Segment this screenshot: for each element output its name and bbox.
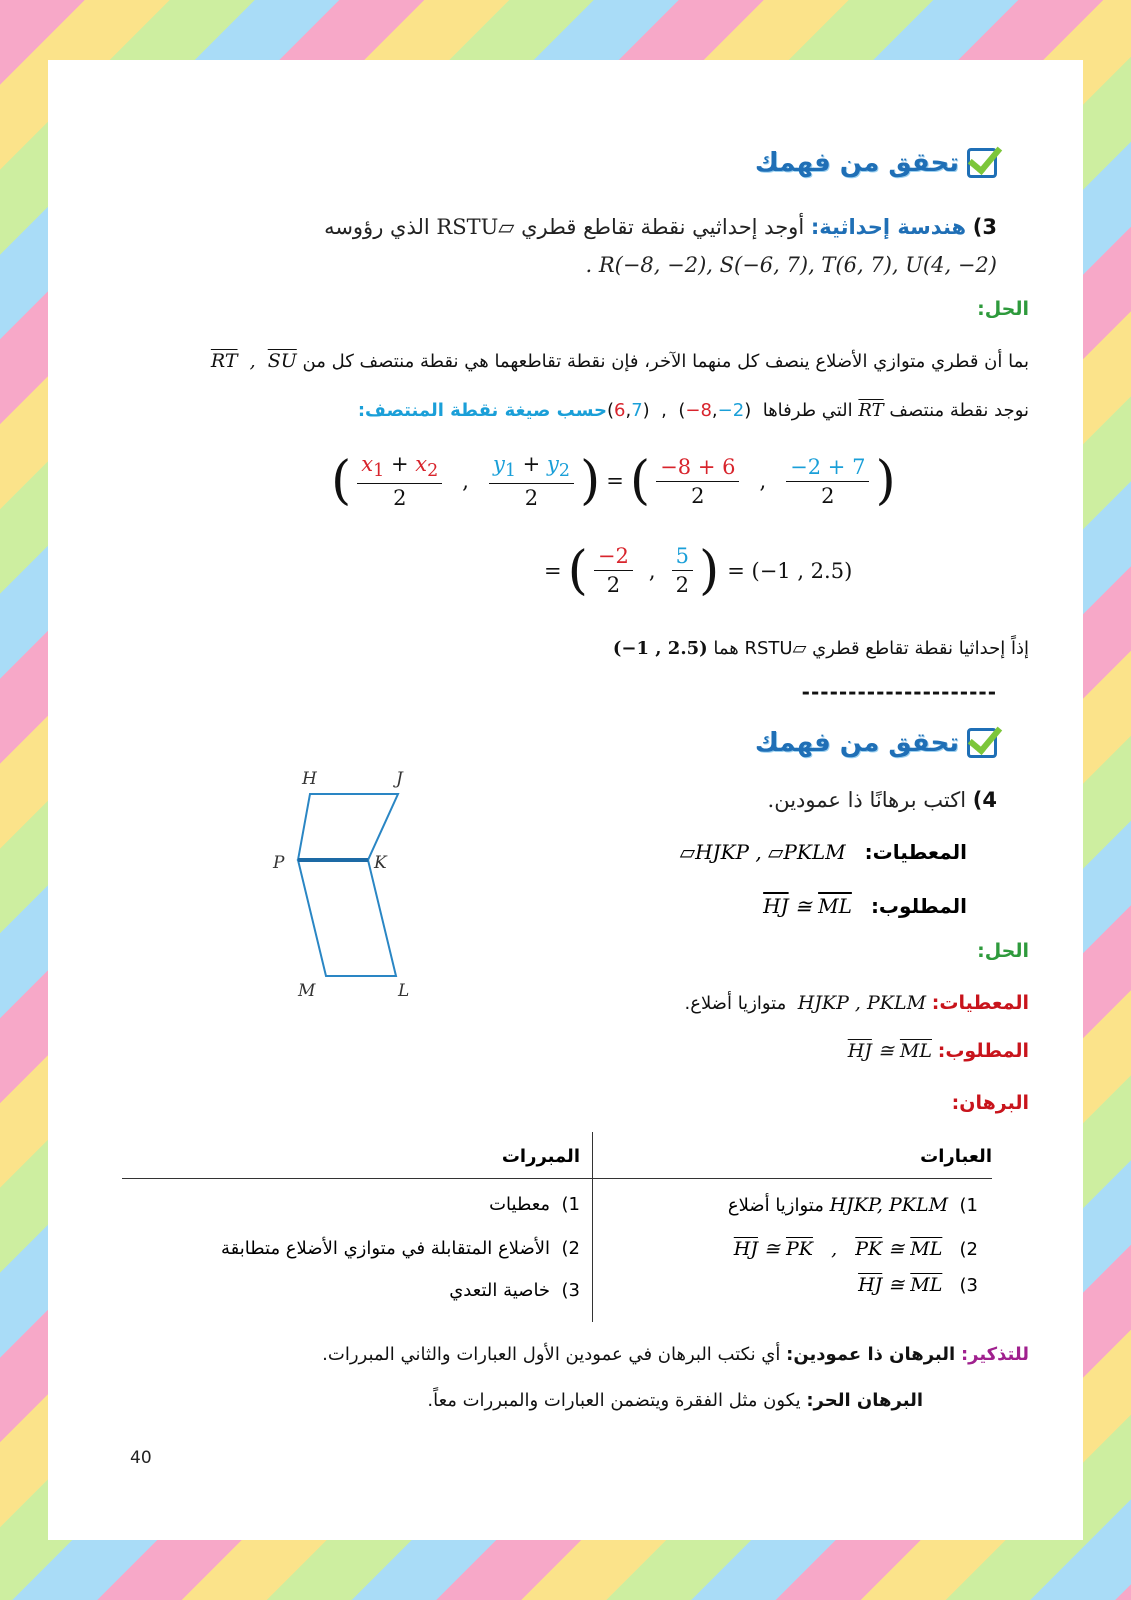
solution-line-1-text: بما أن قطري متوازي الأضلاع ينصف كل منهما الآخر، فإن نقطة تقاطعهما هي نقطة منتصف كل من <box>302 351 1029 372</box>
statement-3: 3) $\overline{HJ}$ ≅ $\overline{ML}$ <box>858 1274 978 1296</box>
question-number: 3) <box>972 215 997 239</box>
midpoint-result: = (−1 , 2.5) <box>727 558 853 583</box>
question-text: أوجد إحداثيي نقطة تقاطع قطري ▱RSTU الذي رؤوسه <box>324 215 805 239</box>
vertex-label-k: K <box>374 853 387 873</box>
line2-pre: نوجد نقطة منتصف <box>889 400 1029 421</box>
x-average-fraction: $\frac{x_1 + x_2}{2}$ <box>357 452 442 510</box>
answer-given-label: المعطيات: <box>931 992 1029 1014</box>
statement-1: 1) HJKP, PKLM متوازيا أضلاع <box>727 1194 978 1216</box>
worksheet-page <box>48 60 1083 1540</box>
conclusion-line <box>613 638 1029 659</box>
segment-rt-2: RT <box>858 400 884 421</box>
segment-su: $\overline{SU}$ <box>267 350 297 372</box>
reason-2: 2) الأضلاع المتقابلة في متوازي الأضلاع متطابقة <box>221 1238 580 1259</box>
pair-comma: , <box>249 350 256 372</box>
dashed-separator: --------------------- <box>801 680 997 704</box>
y-result-fraction: $\frac{5}{2}$ <box>672 544 693 597</box>
vertex-label-l: L <box>398 981 410 1001</box>
solution-line-2 <box>149 400 1029 421</box>
question-4-prove: المطلوب: $\overline{HJ}$ ≅ $\overline{ML}$ <box>763 894 967 918</box>
proof-table <box>122 1132 992 1322</box>
point-1: (6,7) <box>607 400 650 421</box>
reason-1: 1) معطيات <box>489 1194 580 1215</box>
vertex-label-j: J <box>396 769 403 789</box>
x-substituted-fraction: $\frac{-8 + 6}{2}$ <box>656 455 739 508</box>
parallelogram-hjkp <box>298 794 398 860</box>
point-2: (−8,−2) <box>678 400 752 421</box>
check-understanding-banner-2 <box>755 728 997 758</box>
question-3-points: . R(−8, −2), S(−6, 7), T(6, 7), U(4, −2) <box>585 253 997 277</box>
segment-rt: $\overline{RT}$ <box>210 350 238 372</box>
answer-given-text: متوازيا أضلاع. <box>684 993 787 1014</box>
conclusion-text: إذاً إحداثيا نقطة تقاطع قطري ▱RSTU هما <box>713 638 1029 659</box>
reminder-line-2 <box>427 1390 923 1411</box>
question-number: 4) <box>972 788 997 812</box>
free-proof-text: يكون مثل الفقرة ويتضمن العبارات والمبررات معاً. <box>427 1390 801 1411</box>
header-statements: العبارات <box>920 1146 992 1167</box>
given-value: ▱HJKP , ▱PKLM <box>679 840 846 864</box>
parallelogram-figure <box>268 768 418 1008</box>
y-substituted-fraction: $\frac{-2 + 7}{2}$ <box>786 455 869 508</box>
table-divider-vertical <box>592 1132 593 1322</box>
vertex-label-h: H <box>302 769 317 789</box>
reminder-line-1 <box>322 1344 1029 1365</box>
question-4-given <box>680 840 967 864</box>
parallelogram-pklm <box>298 860 396 976</box>
header-reasons: المبررات <box>501 1146 580 1167</box>
midpoint-equation-1: ( $\frac{x_1 + x_2}{2}$ , $\frac{y_1 + y_2}{2}$ ) = ( $\frac{-8 + 6}{2}$ , $\frac{-2 + 7}{2}$ ) <box>331 451 896 512</box>
banner-title: تحقق من فهمك <box>754 148 959 178</box>
midpoint-equation-2: = ( $\frac{-2}{2}$ , $\frac{5}{2}$ ) = (−1 , 2.5) <box>544 540 853 601</box>
table-divider-horizontal <box>122 1178 992 1179</box>
question-text: اكتب برهانًا ذا عمودين. <box>767 788 967 812</box>
question-4 <box>768 788 997 812</box>
given-label: المعطيات: <box>864 840 967 864</box>
two-column-proof-text: أي نكتب البرهان في عمودين الأول العبارات والثاني المبررات. <box>322 1344 781 1365</box>
solution-label-2: الحل: <box>977 940 1029 962</box>
statement-2: 2) $\overline{HJ}$ ≅ $\overline{PK}$ , $\overline{PK}$ ≅ $\overline{ML}$ <box>733 1238 978 1260</box>
solution-line-1 <box>149 350 1029 372</box>
check-understanding-banner-1 <box>755 148 997 178</box>
vertex-label-p: P <box>273 853 285 873</box>
answer-given-math: HJKP , PKLM <box>797 992 927 1014</box>
checkmark-icon <box>967 148 997 178</box>
diagonals-pair <box>211 350 297 372</box>
proof-label: البرهان: <box>951 1092 1029 1114</box>
y-average-fraction: $\frac{y_1 + y_2}{2}$ <box>489 452 574 510</box>
banner-title: تحقق من فهمك <box>754 728 959 758</box>
endpoints: (6,7) , (−8,−2) <box>607 400 752 421</box>
reminder-label: للتذكير: <box>960 1344 1029 1365</box>
reason-3: 3) خاصية التعدي <box>449 1280 580 1301</box>
answer-prove-label: المطلوب: <box>937 1040 1029 1062</box>
midpoint-formula-tag: حسب صيغة نقطة المنتصف: <box>357 400 607 421</box>
question-3-line-1 <box>297 215 997 239</box>
line2-mid: التي طرفاها <box>762 400 853 421</box>
x-result-fraction: $\frac{-2}{2}$ <box>594 544 633 597</box>
solution-label-1: الحل: <box>977 298 1029 320</box>
answer-prove: المطلوب: $\overline{HJ}$ ≅ $\overline{ML}$ <box>847 1040 1029 1062</box>
checkmark-icon <box>967 728 997 758</box>
prove-label: المطلوب: <box>870 894 967 918</box>
answer-given <box>684 992 1029 1014</box>
two-column-proof-term: البرهان ذا عمودين: <box>786 1344 956 1365</box>
conclusion-value: (−1 , 2.5) <box>612 638 708 659</box>
question-tag: هندسة إحداثية: <box>810 215 967 239</box>
vertex-label-m: M <box>298 981 316 1001</box>
free-proof-term: البرهان الحر: <box>806 1390 923 1411</box>
page-number: 40 <box>130 1448 152 1468</box>
